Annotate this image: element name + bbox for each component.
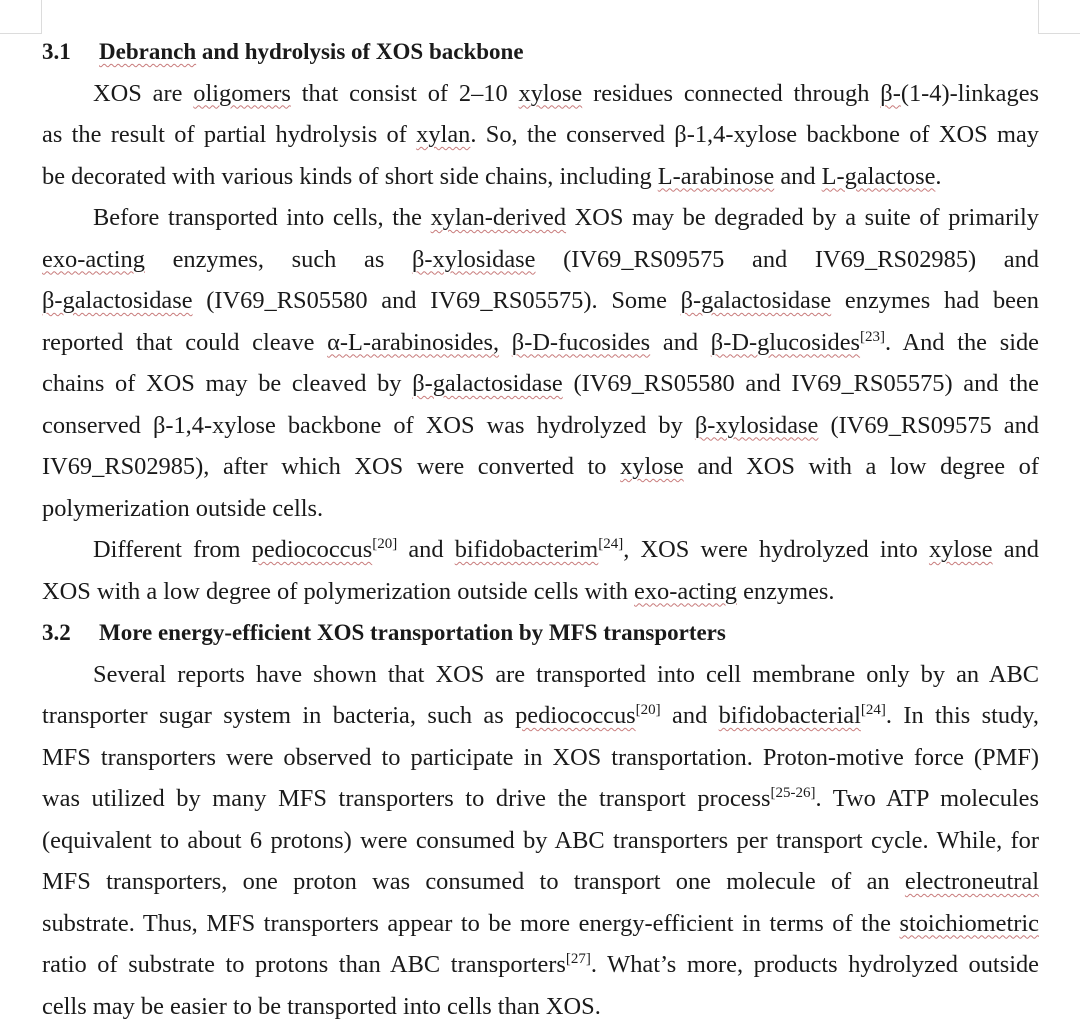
paragraph <box>42 529 1039 612</box>
spellcheck-word: β- <box>880 79 901 107</box>
text-line: chains of XOS may be cleaved by β-galactosidase (IV69_RS05580 and IV69_RS05575) and the <box>42 370 1040 397</box>
section-title-rest: and hydrolysis of XOS backbone <box>196 39 524 64</box>
text-line: was utilized by many MFS transporters to drive the transport process[25-26]. Two ATP molecules <box>42 785 1039 812</box>
spellcheck-word: xylan <box>416 121 471 148</box>
text-line: Different from pediococcus[20] and bifidobacterim[24], XOS were hydrolyzed into xylose and <box>93 536 1039 563</box>
text-line: (equivalent to about 6 protons) were consumed by ABC transporters per transport cycle. While, for <box>42 826 1039 854</box>
text-line: be decorated with various kinds of short side chains, including L-arabinose and L-galactose. <box>42 162 942 190</box>
text-line: β-galactosidase (IV69_RS05580 and IV69_RS05575). Some β-galactosidase enzymes had been <box>42 287 1039 314</box>
paragraph <box>42 654 1039 1028</box>
page-corner-mark-left <box>0 0 42 34</box>
spellcheck-word: α-L-arabinosides, <box>327 328 500 356</box>
section-heading-3-2 <box>42 612 1039 654</box>
paragraph <box>42 73 1039 198</box>
text-line: Several reports have shown that XOS are transported into cell membrane only by an ABC <box>93 660 1039 688</box>
spellcheck-word: bifidobacterial <box>718 702 861 729</box>
spellcheck-word: xylose <box>928 536 993 563</box>
spellcheck-word: xylose <box>518 79 583 107</box>
text-line: polymerization outside cells. <box>42 494 324 522</box>
spellcheck-word: β-galactosidase <box>412 370 563 397</box>
spellcheck-word: xylan-derived <box>430 204 567 231</box>
page-corner-mark-right <box>1038 0 1080 34</box>
text-line: Before transported into cells, the xylan-derived XOS may be degraded by a suite of primarily <box>93 204 1039 231</box>
citation-ref: [24] <box>860 702 886 718</box>
section-number: 3.2 <box>42 620 71 645</box>
text-line: IV69_RS02985), after which XOS were converted to xylose and XOS with a low degree of <box>42 453 1039 480</box>
spellcheck-word: L-arabinose <box>657 162 775 190</box>
text-line: transporter sugar system in bacteria, such as pediococcus[20] and bifidobacterial[24]. In this study, <box>42 702 1039 729</box>
spellcheck-word: β-galactosidase <box>680 287 832 314</box>
heading-word-debranch: Debranch <box>99 39 197 64</box>
spellcheck-word: exo-acting <box>42 245 145 273</box>
spellcheck-word: β-xylosidase <box>411 245 536 273</box>
spellcheck-word: oligomers <box>193 79 291 107</box>
spellcheck-word: pediococcus <box>515 702 636 729</box>
text-line: XOS with a low degree of polymerization outside cells with exo-acting enzymes. <box>42 577 835 605</box>
section-number: 3.1 <box>42 39 71 64</box>
text-line: conserved β-1,4-xylose backbone of XOS was hydrolyzed by β-xylosidase (IV69_RS09575 and <box>42 411 1040 439</box>
spellcheck-word: β-D-glucosides <box>710 328 861 356</box>
section-title: More energy-efficient XOS transportation by MFS transporters <box>99 620 726 645</box>
spellcheck-word: xylose <box>620 453 684 480</box>
document-page <box>42 31 1039 1027</box>
text-line: MFS transporters were observed to participate in XOS transportation. Proton-motive force (PMF) <box>42 743 1039 771</box>
spellcheck-word: stoichiometric <box>899 909 1039 937</box>
citation-ref: [25-26] <box>770 785 816 801</box>
section-title <box>99 39 196 64</box>
text-line: MFS transporters, one proton was consumed to transport one molecule of an electroneutral <box>42 868 1039 895</box>
text-line: reported that could cleave α-L-arabinosides, β-D-fucosides and β-D-glucosides[23]. And the side <box>42 328 1040 356</box>
citation-ref: [23] <box>860 328 886 345</box>
text-line: substrate. Thus, MFS transporters appear to be more energy-efficient in terms of the stoichiometric <box>42 909 1039 937</box>
citation-ref: [20] <box>635 702 661 718</box>
paragraph <box>42 197 1039 529</box>
spellcheck-word: exo-acting <box>634 577 737 605</box>
citation-ref: [27] <box>565 951 591 967</box>
spellcheck-word: β-xylosidase <box>694 411 819 439</box>
text-line: cells may be easier to be transported into cells than XOS. <box>42 992 601 1020</box>
spellcheck-word: β-D-fucosides <box>511 328 651 356</box>
text-line: ratio of substrate to protons than ABC transporters[27]. What’s more, products hydrolyzed outside <box>42 951 1039 978</box>
spellcheck-word: pediococcus <box>251 536 373 563</box>
spellcheck-word: bifidobacterim <box>454 536 599 563</box>
citation-ref: [24] <box>598 536 624 552</box>
spellcheck-word: L-galactose <box>821 162 936 190</box>
text-line: as the result of partial hydrolysis of xylan. So, the conserved β-1,4-xylose backbone of XOS may <box>42 121 1039 148</box>
text-line: XOS are oligomers that consist of 2–10 xylose residues connected through β-(1-4)-linkages <box>93 79 1040 107</box>
citation-ref: [20] <box>372 536 398 552</box>
spellcheck-word: β-galactosidase <box>42 287 193 314</box>
section-heading-3-1 <box>42 31 1039 73</box>
spellcheck-word: electroneutral <box>904 868 1039 895</box>
text-line: exo-acting enzymes, such as β-xylosidase (IV69_RS09575 and IV69_RS02985) and <box>42 245 1039 273</box>
